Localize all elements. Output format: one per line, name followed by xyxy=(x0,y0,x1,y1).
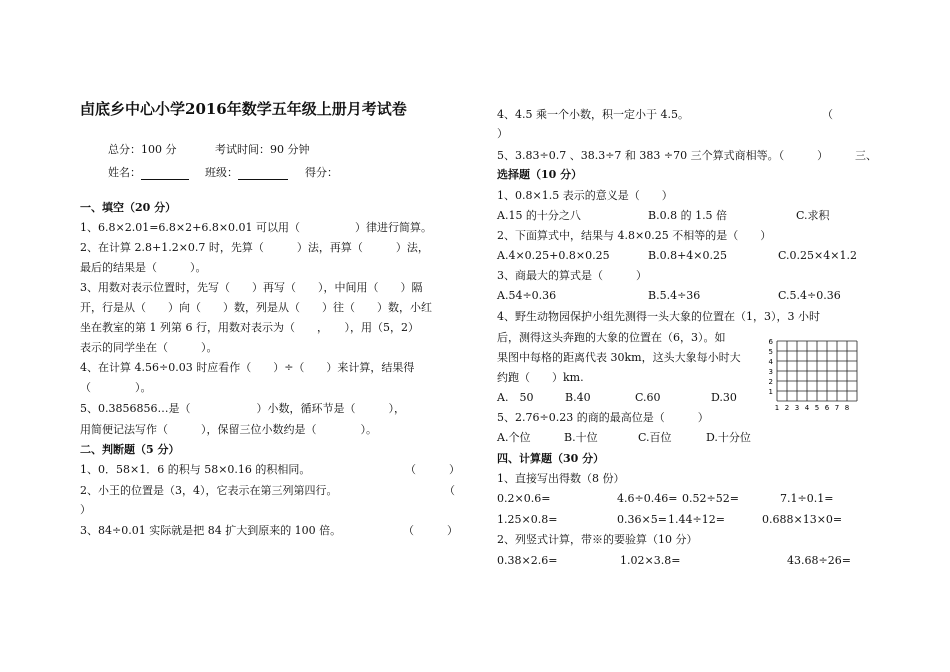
name-label: 姓名： xyxy=(108,166,141,179)
question-line: 5、0.3856856…是（ ）小数，循环节是（ ）， xyxy=(80,402,405,415)
score-label: 得分： xyxy=(305,166,338,179)
choice-1-option-a[interactable]: A.15 的十分之八 xyxy=(497,209,581,222)
coordinate-grid-figure xyxy=(765,333,865,425)
judgement-2: 2、小王的位置是（3，4），它表示在第三列第四行。 xyxy=(80,484,338,497)
choice-4-option-b[interactable]: B.40 xyxy=(565,391,591,404)
judgement-2-mark[interactable]: （ xyxy=(444,484,455,497)
class-blank[interactable] xyxy=(238,167,288,180)
choice-3-option-a[interactable]: A.54÷0.36 xyxy=(497,289,557,302)
grid-lines xyxy=(777,341,857,401)
calc-item: 1.25×0.8= xyxy=(497,513,558,526)
choice-1: 1、0.8×1.5 表示的意义是（ ） xyxy=(497,189,673,202)
choice-2-option-c[interactable]: C.0.25×4×1.2 xyxy=(778,249,857,262)
grid-x-tick-label: 4 xyxy=(804,404,810,412)
grid-y-tick-label: 2 xyxy=(768,378,773,386)
choice-4-line: 后，测得这头奔跑的大象的位置在（6，3）。如 xyxy=(497,331,726,344)
grid-y-tick-label: 4 xyxy=(768,358,773,366)
choice-3-option-b[interactable]: B.5.4÷36 xyxy=(648,289,701,302)
choice-2-option-b[interactable]: B.0.8+4×0.25 xyxy=(648,249,727,262)
question-line: 2、在计算 2.8+1.2×0.7 时，先算（ ）法，再算（ ）法， xyxy=(80,241,429,254)
choice-1-option-b[interactable]: B.0.8 的 1.5 倍 xyxy=(648,209,728,222)
grid-y-tick-label: 3 xyxy=(768,368,773,376)
section-judgement-title: 二、判断题（5 分） xyxy=(80,443,180,456)
question-line: 用简便记法写作（ ），保留三位小数约是（ ）。 xyxy=(80,423,377,436)
grid-x-tick-label: 5 xyxy=(814,404,820,412)
calc-2-title: 2、列竖式计算，带※的要验算（10 分） xyxy=(497,533,698,546)
judgement-1-mark[interactable]: （ ） xyxy=(405,463,460,476)
choice-4-option-c[interactable]: C.60 xyxy=(635,391,661,404)
question-line: （ ）。 xyxy=(80,381,152,394)
choice-5-option-a[interactable]: A.个位 xyxy=(497,431,531,444)
name-field xyxy=(108,166,189,180)
calc-item: 1.02×3.8= xyxy=(620,554,681,567)
calc-item: 1.44÷12= xyxy=(668,513,725,526)
choice-1-option-c[interactable]: C.求积 xyxy=(796,209,830,222)
calc-item: 0.38×2.6= xyxy=(497,554,558,567)
calc-item: 7.1÷0.1= xyxy=(780,492,834,505)
total-score: 总分：100 分 xyxy=(108,143,177,156)
choice-4-line: 约跑（ ）km. xyxy=(497,371,584,384)
choice-5-option-c[interactable]: C.百位 xyxy=(638,431,672,444)
judgement-4-mark[interactable]: （ xyxy=(822,108,833,121)
question-line: 表示的同学坐在（ ）。 xyxy=(80,341,218,354)
calc-item: 0.688×13×0= xyxy=(762,513,843,526)
grid-x-tick-label: 1 xyxy=(774,404,780,412)
grid-x-tick-label: 7 xyxy=(834,404,840,412)
question-line: 1、6.8×2.01=6.8×2+6.8×0.01 可以用（ ）律进行简算。 xyxy=(80,221,433,234)
exam-title: 卣底乡中心小学2016年数学五年级上册月考试卷 xyxy=(80,100,407,118)
grid-y-tick-label: 1 xyxy=(768,388,773,396)
name-blank[interactable] xyxy=(141,167,189,180)
judgement-2-close: ） xyxy=(80,503,91,516)
choice-4-option-a[interactable]: A. 50 xyxy=(497,391,534,404)
question-line: 开，行是从（ ）向（ ）数，列是从（ ）往（ ）数，小红 xyxy=(80,301,432,314)
question-line: 4、在计算 4.56÷0.03 时应看作（ ）÷（ ）来计算，结果得 xyxy=(80,361,415,374)
question-line: 坐在教室的第 1 列第 6 行，用数对表示为（ ， ），用（5，2） xyxy=(80,321,419,334)
calc-item: 0.52÷52= xyxy=(682,492,739,505)
section-fill-blank-title: 一、填空（20 分） xyxy=(80,201,177,214)
class-label: 班级： xyxy=(205,166,238,179)
grid-y-tick-label: 6 xyxy=(768,338,773,346)
calc-item: 0.2×0.6= xyxy=(497,492,551,505)
exam-time: 考试时间：90 分钟 xyxy=(215,143,310,156)
choice-4-line: 4、野生动物园保护小组先测得一头大象的位置在（1，3），3 小时 xyxy=(497,310,820,323)
judgement-5: 5、3.83÷0.7 、38.3÷7 和 383 ÷70 三个算式商相等。（ ） xyxy=(497,149,829,162)
grid-x-tick-label: 3 xyxy=(794,404,800,412)
choice-2-option-a[interactable]: A.4×0.25+0.8×0.25 xyxy=(497,249,610,262)
choice-4-line: 果图中每格的距离代表 30km，这头大象每小时大 xyxy=(497,351,741,364)
choice-4-option-d[interactable]: D.30 xyxy=(711,391,737,404)
section-choice-prefix: 三、 xyxy=(855,149,877,162)
grid-x-tick-label: 8 xyxy=(844,404,850,412)
section-calc-title: 四、计算题（30 分） xyxy=(497,452,605,465)
choice-5-option-b[interactable]: B.十位 xyxy=(564,431,598,444)
calc-1-title: 1、直接写出得数（8 份） xyxy=(497,472,625,485)
choice-3-option-c[interactable]: C.5.4÷0.36 xyxy=(778,289,841,302)
grid-x-ticks xyxy=(775,404,849,412)
judgement-3: 3、84÷0.01 实际就是把 84 扩大到原来的 100 倍。 xyxy=(80,524,342,537)
grid-y-ticks xyxy=(769,338,774,396)
judgement-3-mark[interactable]: （ ） xyxy=(403,524,458,537)
judgement-4: 4、4.5 乘一个小数，积一定小于 4.5。 xyxy=(497,108,689,121)
section-choice-title: 选择题（10 分） xyxy=(497,168,583,181)
grid-x-tick-label: 6 xyxy=(824,404,830,412)
calc-item: 4.6÷0.46= xyxy=(617,492,678,505)
calc-item: 0.36×5= xyxy=(617,513,667,526)
calc-item: 43.68÷26= xyxy=(787,554,851,567)
choice-5-option-d[interactable]: D.十分位 xyxy=(706,431,751,444)
choice-3: 3、商最大的算式是（ ） xyxy=(497,269,647,282)
question-line: 最后的结果是（ ）。 xyxy=(80,261,207,274)
grid-x-tick-label: 2 xyxy=(784,404,790,412)
judgement-4-close: ） xyxy=(497,127,508,140)
choice-2: 2、下面算式中，结果与 4.8×0.25 不相等的是（ ） xyxy=(497,229,772,242)
judgement-1: 1、0．58×1．6 的积与 58×0.16 的积相同。 xyxy=(80,463,311,476)
question-line: 3、用数对表示位置时，先写（ ）再写（ ），中间用（ ）隔 xyxy=(80,281,423,294)
class-field xyxy=(205,166,288,180)
choice-5: 5、2.76÷0.23 的商的最高位是（ ） xyxy=(497,411,709,424)
grid-y-tick-label: 5 xyxy=(768,348,773,356)
